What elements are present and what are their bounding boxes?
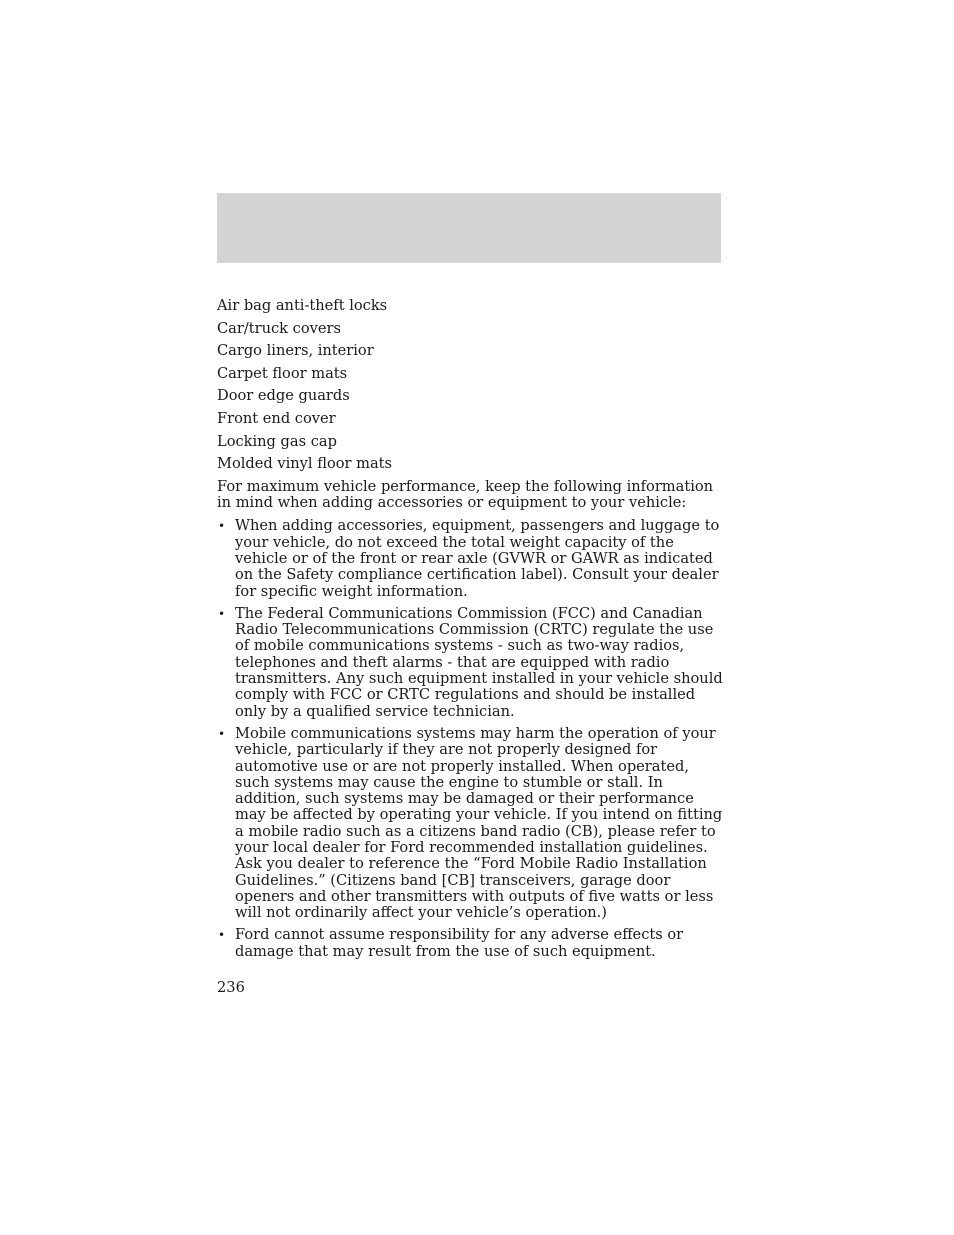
- accessory-list: [217, 298, 723, 472]
- bullet-icon: •: [218, 606, 226, 621]
- bullet-item: [217, 518, 723, 599]
- page-number: 236: [217, 979, 245, 996]
- bullet-text: When adding accessories, equipment, passengers and luggage to your vehicle, do not exceed the total weight capacity of the vehicle or of the front or rear axle (GVWR or GAWR as indicated on the Safety compliance certification label). Consult your dealer for specific weight information.: [235, 517, 720, 600]
- section-header-band: [217, 193, 721, 263]
- bullet-text: Ford cannot assume responsibility for any adverse effects or damage that may result from the use of such equipment.: [235, 926, 684, 960]
- list-item: Front end cover: [217, 409, 336, 427]
- list-item: Cargo liners, interior: [217, 342, 374, 360]
- bullet-icon: •: [218, 726, 226, 741]
- list-item: Door edge guards: [217, 387, 350, 405]
- list-item: Air bag anti-theft locks: [217, 297, 388, 314]
- list-item: Car/truck covers: [217, 319, 341, 337]
- bullet-text: The Federal Communications Commission (FCC) and Canadian Radio Telecommunications Commission (CRTC) regulate the use of mobile communications systems - such as two-way radios, telephones and theft alarms - that are equipped with radio transmitters. Any such equipment installed in your vehicle should comply with FCC or CRTC regulations and should be installed only by a qualified service technician.: [235, 604, 723, 720]
- bullet-item: [217, 726, 723, 922]
- bullet-text: Mobile communications systems may harm the operation of your vehicle, particularly if they are not properly designed for automotive use or are not properly installed. When operated, such systems may cause the engine to stumble or stall. In addition, such systems may be damaged or their performance may be affected by operating your vehicle. If you intend on fitting a mobile radio such as a citizens band radio (CB), please refer to your local dealer for Ford recommended installation guidelines. Ask you dealer to reference the “Ford Mobile Radio Installation Guidelines.” (Citizens band [CB] transceivers, garage door openers and other transmitters with outputs of five watts or less will not ordinarily affect your vehicle’s operation.): [235, 724, 723, 922]
- list-item: Carpet floor mats: [217, 364, 348, 382]
- bullet-item: [217, 927, 723, 960]
- bullet-icon: •: [218, 928, 226, 943]
- page-content: [217, 298, 723, 966]
- guideline-bullet-list: [217, 518, 723, 960]
- bullet-icon: •: [218, 519, 226, 534]
- list-item: Locking gas cap: [217, 432, 337, 450]
- list-item: Molded vinyl floor mats: [217, 455, 393, 473]
- bullet-item: [217, 606, 723, 720]
- intro-paragraph: For maximum vehicle performance, keep the following information in mind when adding accessories or equipment to your vehicle:: [217, 477, 714, 512]
